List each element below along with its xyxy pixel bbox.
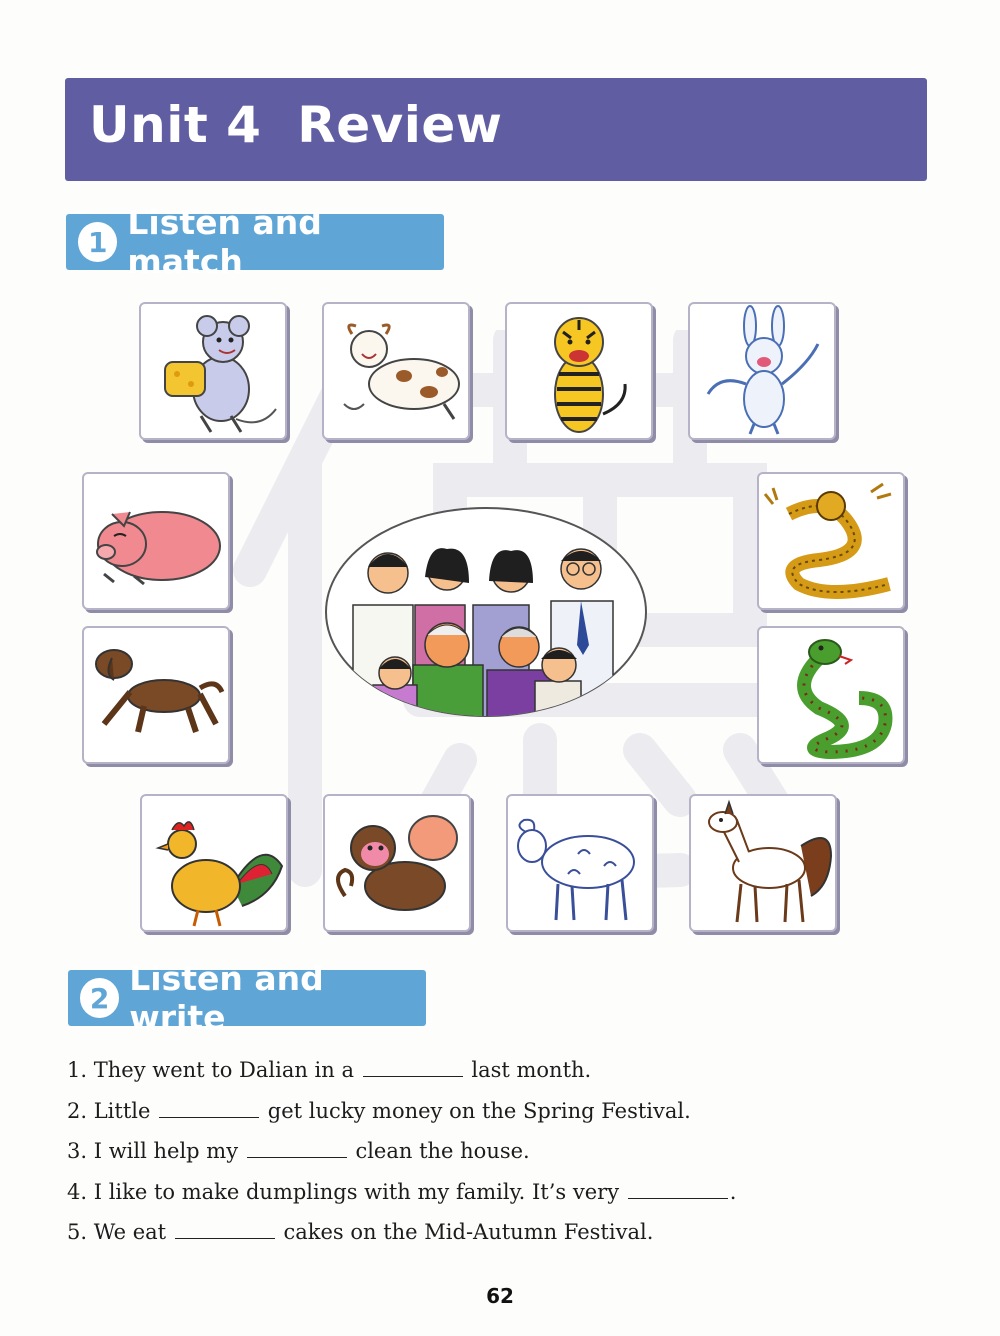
sentence-text-after: clean the house. [355, 1139, 530, 1163]
section-1-title: Listen and match [127, 203, 322, 281]
sentence-text-after: . [729, 1179, 737, 1204]
unit-title-banner [65, 78, 927, 181]
section-1-number: 1 [78, 222, 117, 262]
sentence-text-after: get lucky money on the Spring Festival. [267, 1098, 691, 1123]
rat-picture-card[interactable] [139, 302, 287, 440]
answer-blank[interactable] [247, 1139, 347, 1158]
unit-title: Unit 4 Review [89, 96, 503, 154]
tiger-picture-card[interactable] [505, 302, 653, 440]
sheep-picture-card[interactable] [506, 794, 654, 932]
ox-icon [324, 304, 468, 438]
rooster-picture-card[interactable] [140, 794, 288, 932]
horse-icon [691, 796, 835, 930]
sentence-1 [67, 1050, 736, 1091]
sentence-2 [67, 1091, 736, 1132]
section-1-header [66, 203, 444, 281]
sentence-text-after: cakes on the Mid-Autumn Festival. [283, 1220, 654, 1244]
answer-blank[interactable] [628, 1180, 728, 1199]
answer-blank[interactable] [363, 1058, 463, 1077]
sentence-text-before: We eat [93, 1220, 167, 1244]
rat-icon [141, 304, 285, 438]
section-2-header [68, 959, 426, 1037]
sentence-text-before: I will help my [93, 1139, 239, 1163]
snake-icon [759, 628, 903, 762]
sentence-text-before: They went to Dalian in a [93, 1058, 354, 1082]
sentence-number: 4. [67, 1179, 88, 1204]
sheep-icon [508, 796, 652, 930]
family-portrait [323, 505, 649, 720]
dragon-picture-card[interactable] [757, 472, 905, 610]
pig-picture-card[interactable] [82, 472, 230, 610]
section-2-number: 2 [80, 978, 119, 1018]
answer-blank[interactable] [159, 1099, 259, 1118]
section-2-title: Listen and write [129, 959, 324, 1037]
monkey-picture-card[interactable] [323, 794, 471, 932]
sentence-number: 5. [67, 1220, 88, 1244]
snake-picture-card[interactable] [757, 626, 905, 764]
sentence-3 [67, 1131, 736, 1172]
pig-icon [84, 474, 228, 608]
sentence-5 [67, 1212, 736, 1253]
sentence-list [67, 1050, 736, 1253]
sentence-4 [67, 1172, 736, 1213]
sentence-text-before: I like to make dumplings with my family. It’s very [93, 1179, 620, 1204]
dog-icon [84, 628, 228, 762]
horse-picture-card[interactable] [689, 794, 837, 932]
sentence-text-before: Little [93, 1098, 151, 1123]
dog-picture-card[interactable] [82, 626, 230, 764]
family-icon [323, 505, 649, 720]
rabbit-picture-card[interactable] [688, 302, 836, 440]
rabbit-icon [690, 304, 834, 438]
sentence-number: 2. [67, 1098, 88, 1123]
page-number: 62 [486, 1284, 514, 1308]
sentence-number: 1. [67, 1058, 88, 1082]
rooster-icon [142, 796, 286, 930]
sentence-text-after: last month. [471, 1058, 592, 1082]
tiger-icon [507, 304, 651, 438]
dragon-icon [759, 474, 903, 608]
monkey-icon [325, 796, 469, 930]
ox-picture-card[interactable] [322, 302, 470, 440]
answer-blank[interactable] [175, 1220, 275, 1239]
sentence-number: 3. [67, 1139, 88, 1163]
